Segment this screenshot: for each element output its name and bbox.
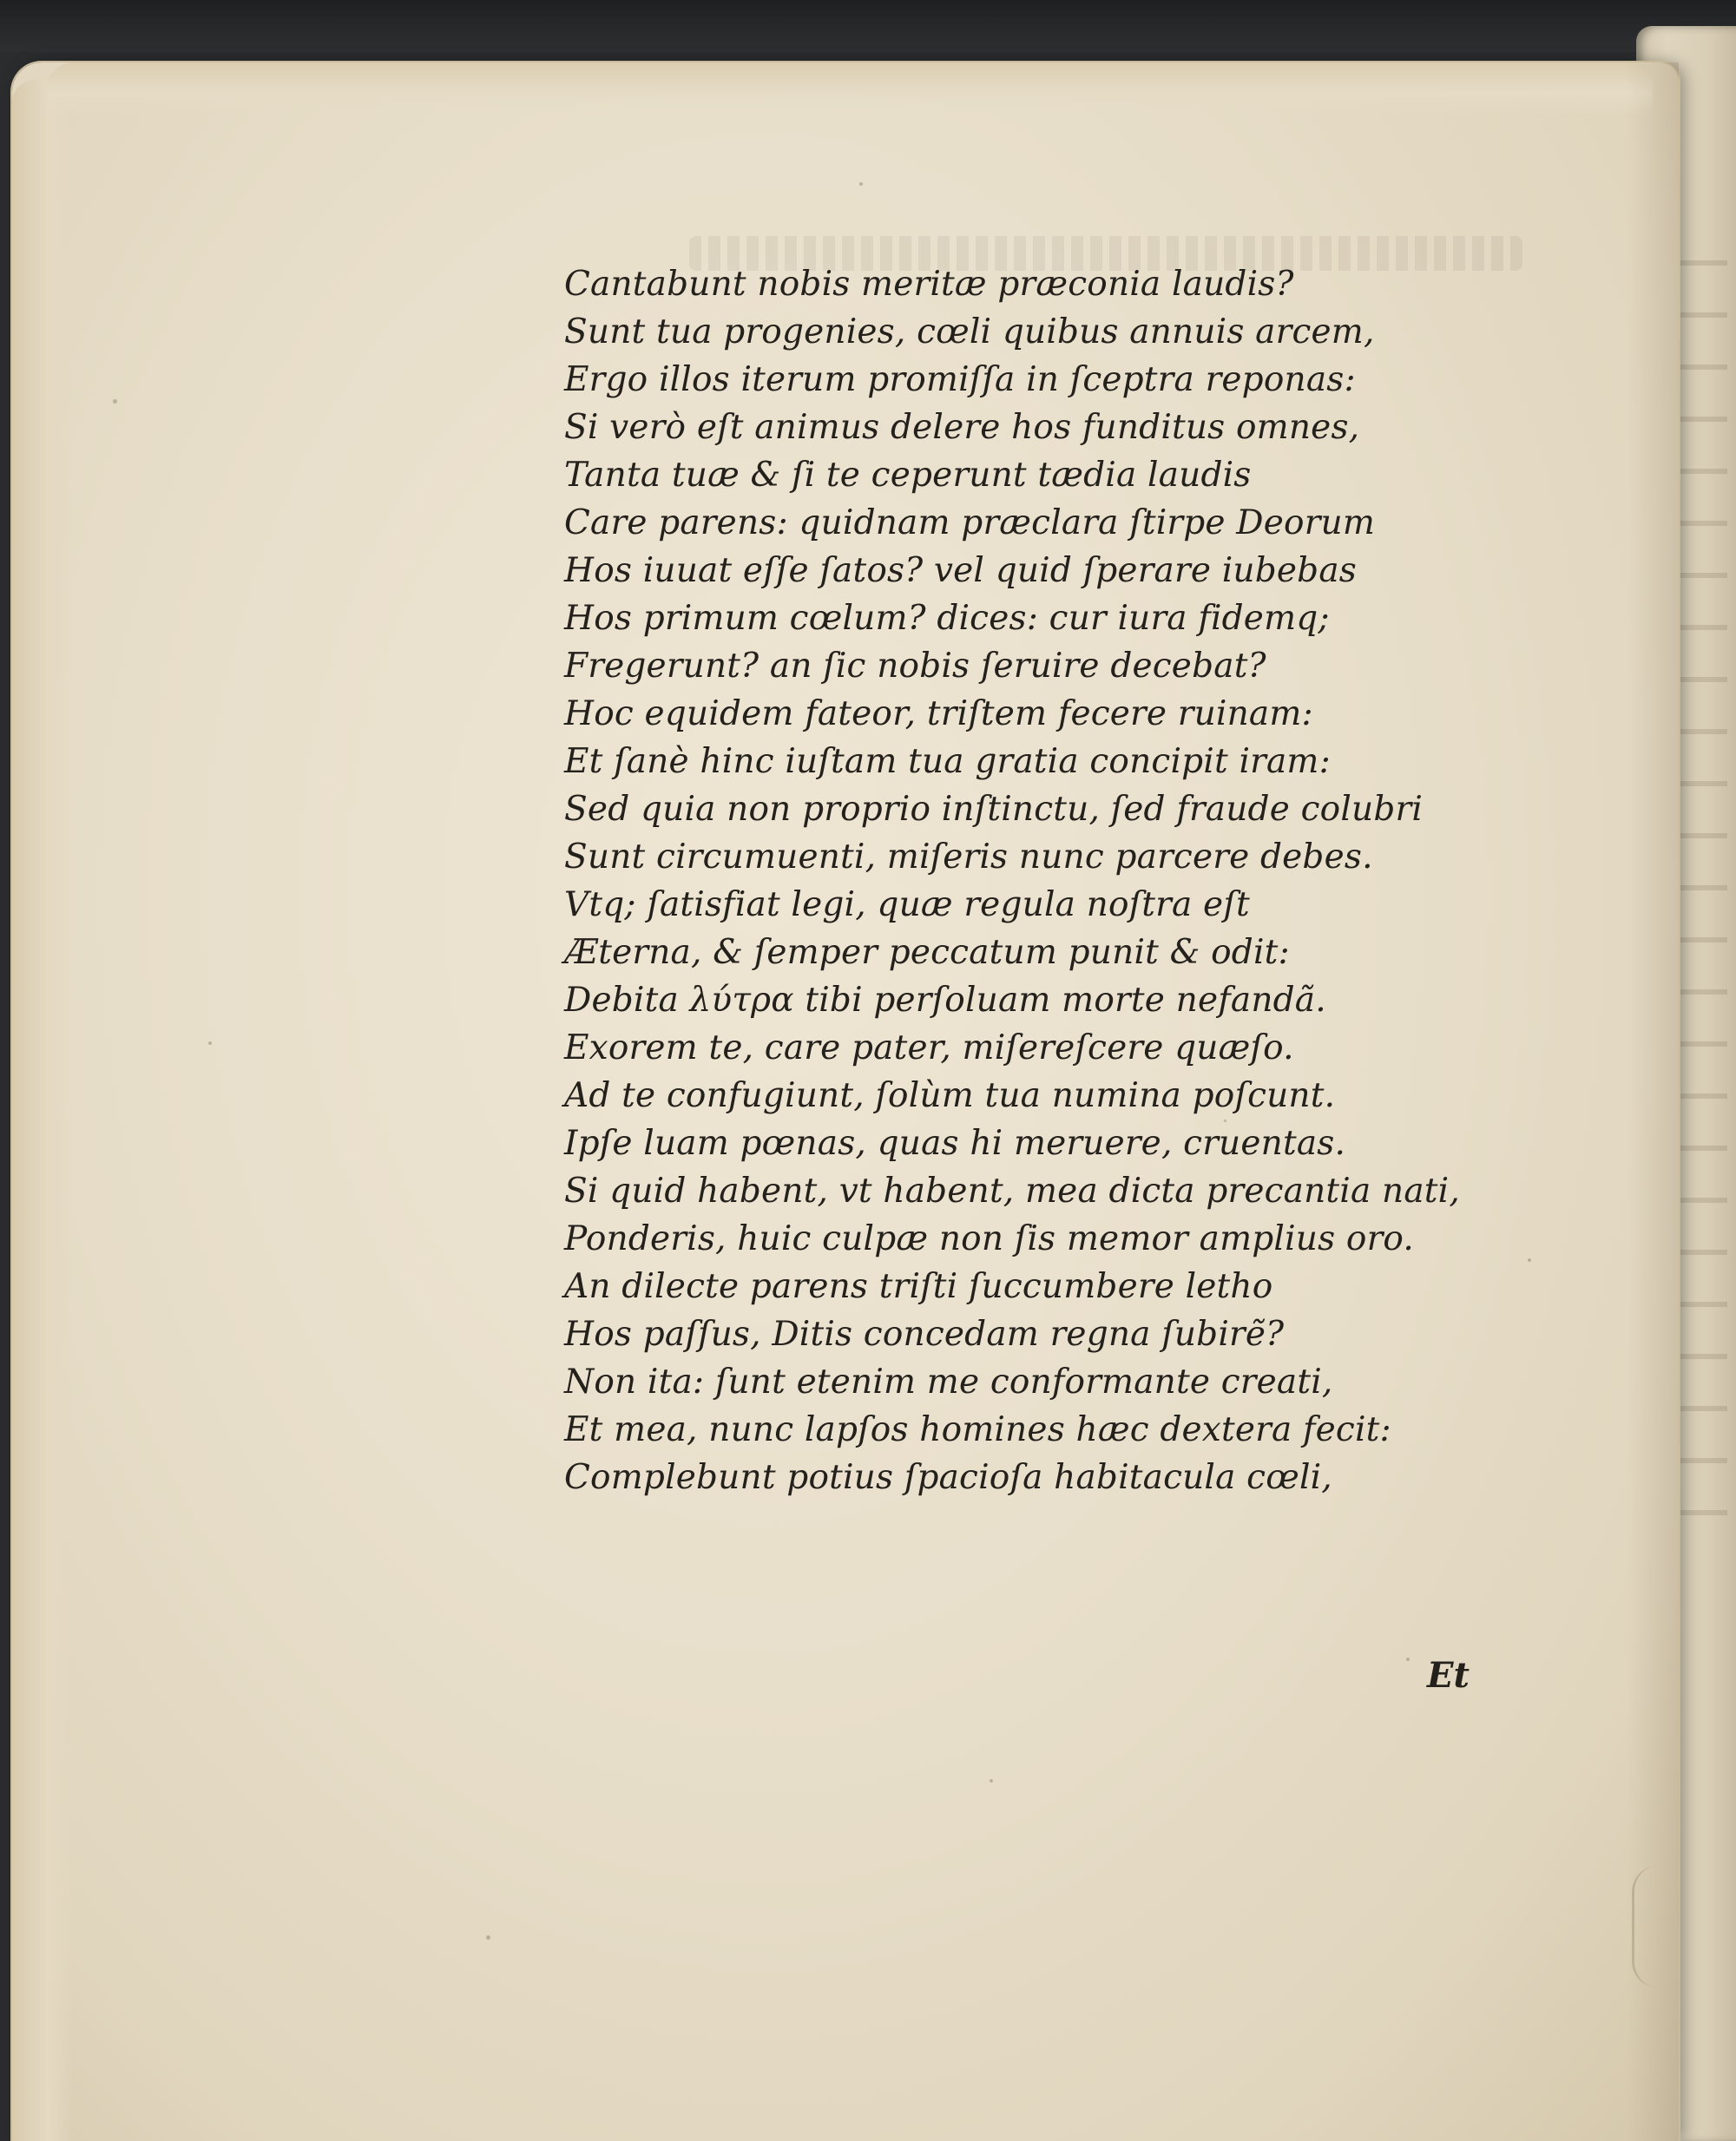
paper-speck	[208, 1041, 212, 1045]
verse-line: Tanta tuæ & ſi te ceperunt tædia laudis	[564, 456, 1252, 495]
verse-line: Ponderis, huic culpæ non ſis memor amplius oro.	[564, 1219, 1415, 1258]
verse-line: Vtq; ſatisfiat legi, quæ regula noſtra eſt	[564, 885, 1250, 924]
verse-line: Sed quia non proprio inſtinctu, ſed fraude colubri	[564, 790, 1423, 829]
verse-line: Et ſanè hinc iuſtam tua gratia concipit iram:	[564, 742, 1331, 781]
scan-background	[0, 0, 1736, 52]
paper-speck	[113, 399, 117, 404]
verse-line: Sunt tua progenies, cœli quibus annuis arcem,	[564, 312, 1375, 351]
verse-line: Et mea, nunc lapſos homines hæc dextera fecit:	[564, 1410, 1391, 1449]
paper-speck	[1406, 1658, 1410, 1661]
paper-speck	[486, 1935, 490, 1940]
deckle-edge-left	[12, 80, 73, 2141]
verse-line: Si quid habent, vt habent, mea dicta precantia nati,	[564, 1172, 1460, 1211]
verse-line: Hos primum cœlum? dices: cur iura fidemq;	[564, 599, 1330, 638]
verse-line: An dilecte parens triſti ſuccumbere letho	[564, 1267, 1273, 1306]
verse-line: Sunt circumuenti, miſeris nunc parcere debes.	[564, 837, 1373, 877]
verse-line: Cantabunt nobis meritæ præconia laudis?	[564, 265, 1294, 304]
verse-line: Ergo illos iterum promiſſa in ſceptra reponas:	[564, 360, 1356, 399]
verse-line: Non ita: ſunt etenim me conformante creati,	[564, 1363, 1333, 1402]
verse-line: Care parens: quidnam præclara ſtirpe Deorum	[564, 503, 1376, 542]
verse-line: Æterna, & ſemper peccatum punit & odit:	[564, 933, 1290, 972]
verse-line: Ad te confugiunt, ſolùm tua numina poſcunt.	[564, 1076, 1336, 1115]
verse-line: Hoc equidem fateor, triſtem fecere ruinam:	[564, 694, 1313, 733]
verse-text-block	[564, 260, 1519, 1501]
paper-speck	[990, 1779, 993, 1783]
paper-speck	[1528, 1258, 1531, 1262]
verse-line: Debita λύτρα tibi perſoluam morte nefandã.	[564, 981, 1326, 1020]
gutter-shadow	[1627, 62, 1679, 2141]
paper-fiber	[1632, 1866, 1669, 1987]
verse-line: Fregerunt? an ſic nobis ſeruire decebat?	[564, 647, 1266, 686]
verse-line: Si verò eſt animus delere hos funditus omnes,	[564, 408, 1360, 447]
verse-line: Hos iuuat eſſe ſatos? vel quid ſperare iubebas	[564, 551, 1357, 590]
deckle-edge-top	[47, 62, 1653, 115]
verse-line: Hos paſſus, Ditis concedam regna ſubirẽ?	[564, 1315, 1285, 1354]
verse-line: Exorem te, care pater, miſereſcere quæſo.	[564, 1028, 1294, 1067]
catchword: Et	[1427, 1655, 1470, 1696]
verse-line: Complebunt potius ſpacioſa habitacula cœli,	[564, 1458, 1332, 1497]
paper-speck	[859, 182, 863, 186]
verse-line: Ipſe luam pœnas, quas hi meruere, cruentas.	[564, 1124, 1346, 1163]
